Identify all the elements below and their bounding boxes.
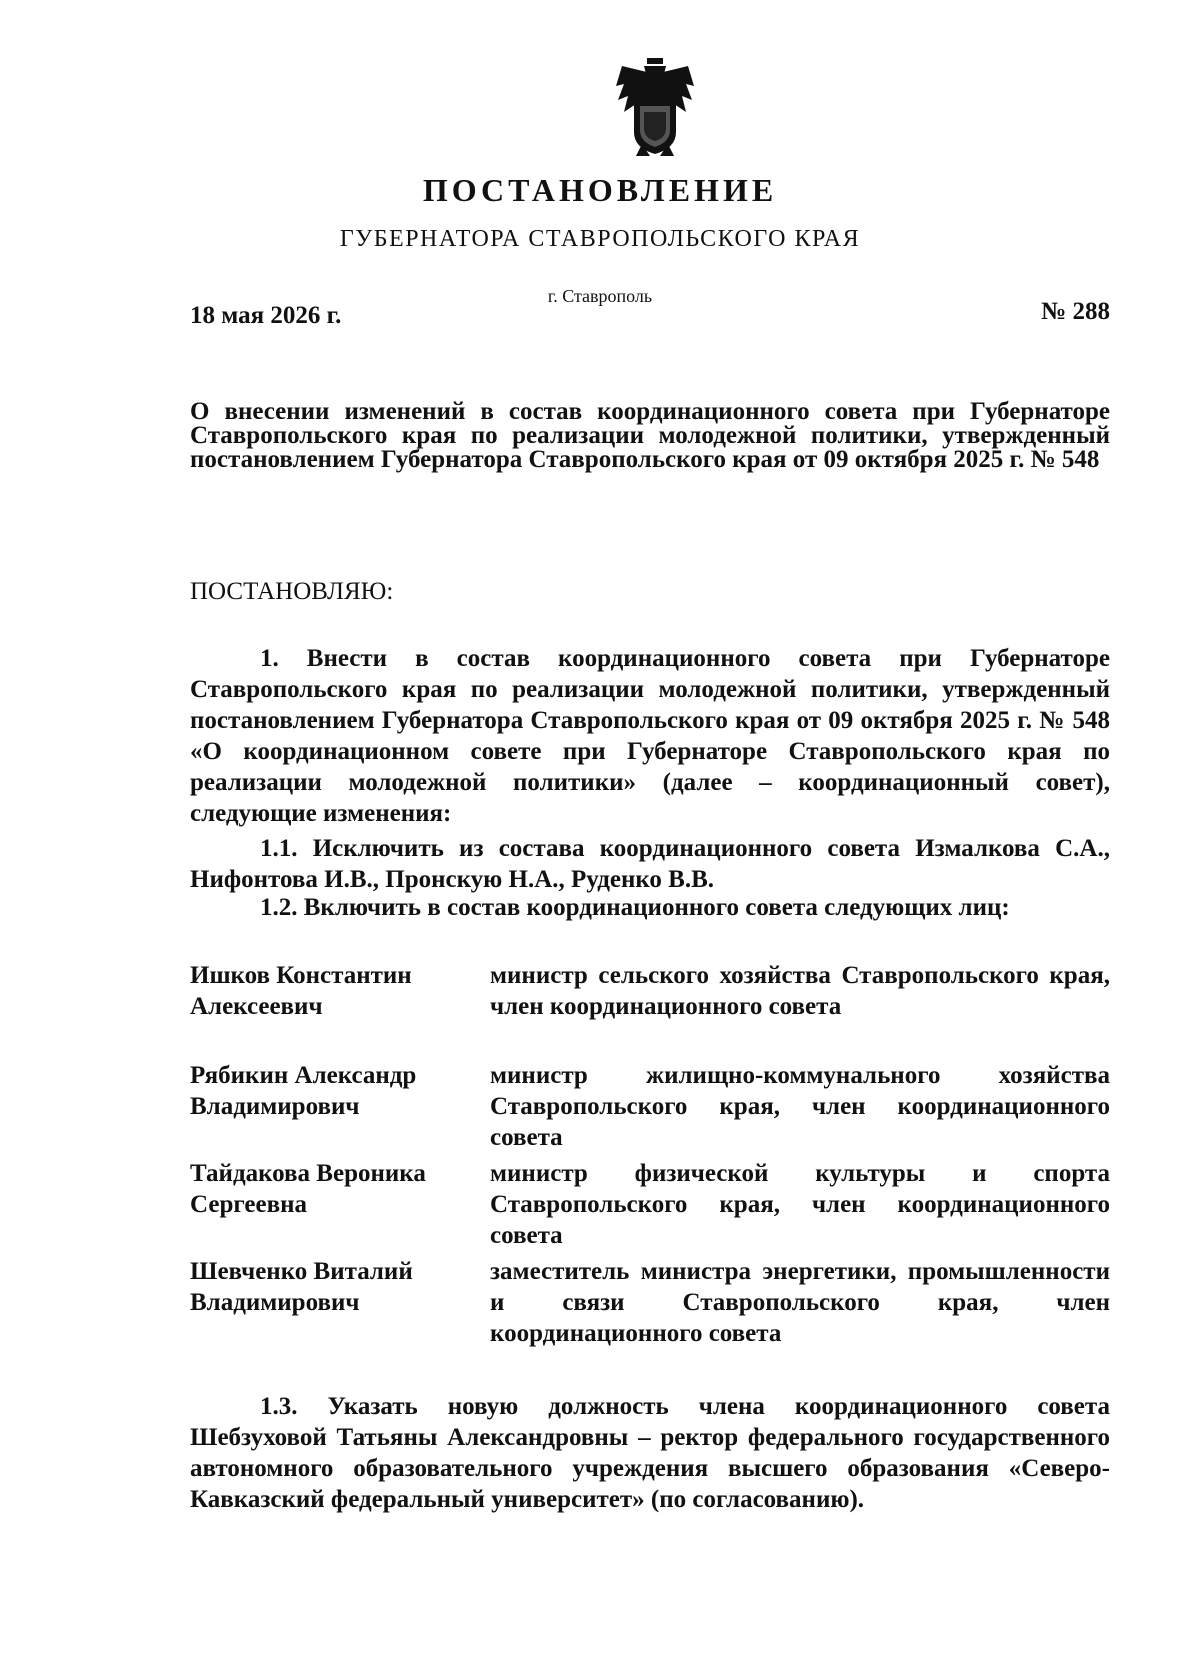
document-city: г. Ставрополь [547, 286, 653, 306]
document-date: 18 мая 2026 г. [190, 302, 342, 329]
member-role: министр сельского хозяйства Ставропольского края, член координационного совета [490, 962, 1110, 1020]
document-subtitle: ГУБЕРНАТОРА СТАВРОПОЛЬСКОГО КРАЯ [339, 226, 861, 252]
member-role: министр физической культуры и спорта Ставропольского края, член координационного совета [490, 1160, 1110, 1249]
member-name: Тайдакова Вероника Сергеевна [190, 1160, 426, 1218]
member-row [190, 1256, 1110, 1349]
paragraph-1-2: 1.2. Включить в состав координационного совета следующих лиц: [260, 894, 1010, 921]
document-title: ПОСТАНОВЛЕНИЕ [422, 172, 778, 208]
document-heading: О внесении изменений в состав координационного совета при Губернаторе Ставропольского края по реализации молодежной политики, утвержденный постановлением Губернатора Ставропольского края от 09 октября 2025 г. № 548 [190, 398, 1110, 473]
paragraph-1-3: 1.3. Указать новую должность члена координационного совета Шебзуховой Татьяны Александровны – ректор федерального государственного автономного образовательного учреждения высшего образования «Северо-Кавказский федеральный университет» (по согласованию). [190, 1393, 1110, 1513]
paragraph-1: 1. Внести в состав координационного совета при Губернаторе Ставропольского края по реализации молодежной политики, утвержденный постановлением Губернатора Ставропольского края от 09 октября 2025 г. № 548 «О координационном совете при Губернаторе Ставропольского края по реализации молодежной политики» (далее – координационный совет), следующие изменения: [190, 645, 1110, 827]
member-row [190, 1060, 1110, 1153]
member-role: министр жилищно-коммунального хозяйства Ставропольского края, член координационного совета [490, 1062, 1110, 1151]
document-number: № 288 [1041, 298, 1110, 325]
coat-of-arms-icon [614, 56, 696, 156]
member-name: Шевченко Виталий Владимирович [190, 1258, 413, 1316]
resolve-label: ПОСТАНОВЛЯЮ: [190, 578, 394, 605]
member-name: Рябикин Александр Владимирович [190, 1062, 417, 1120]
member-row [190, 1158, 1110, 1251]
member-row [190, 960, 1110, 1022]
paragraph-1-1: 1.1. Исключить из состава координационного совета Измалкова С.А., Нифонтова И.В., Пронскую Н.А., Руденко В.В. [190, 835, 1110, 893]
member-role: заместитель министра энергетики, промышленности и связи Ставропольского края, член координационного совета [490, 1258, 1110, 1347]
member-name: Ишков Константин Алексеевич [190, 962, 412, 1020]
